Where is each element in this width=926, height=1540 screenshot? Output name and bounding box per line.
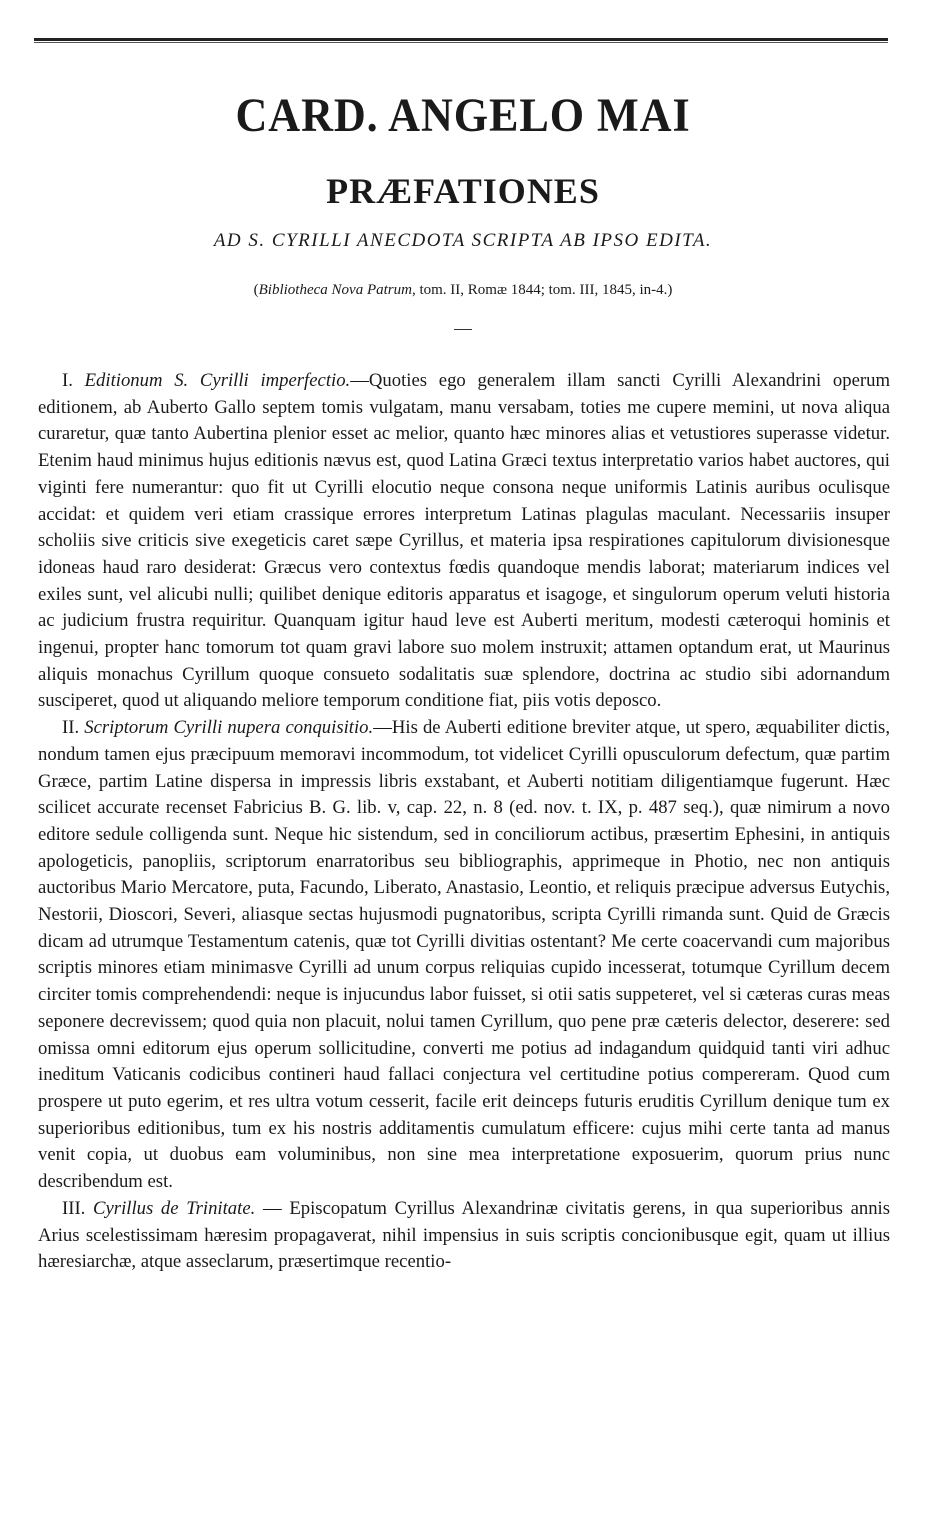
section-text: — Episcopatum Cyrillus Alexandrinæ civitatis gerens, in qua superioribus annis Arius scelestissimam hæresim propagaverat, nihil impensius in suis scriptis concionibusque egit, quam ut illius hæresiarchæ, atque asseclarum, præsertimque recentio- (38, 1197, 891, 1273)
section-heading: Scriptorum Cyrilli nupera conquisitio. (84, 717, 374, 739)
section-heading: Cyrillus de Trinitate. (93, 1197, 256, 1219)
section-text: —Quoties ego generalem illam sancti Cyrilli Alexandrini operum editionem, ab Auberto Gallo septem tomis vulgatam, manu versabam, toties me cupere memini, ut nova aliqua curaretur, quæ tanto Aubertina plenior esset ac melior, quanto hæc minores alias et vetustiores superasse videtur. Etenim haud minimus hujus editionis nævus est, quod Latina Græci textus interpretatio varios habet auctores, qui viginti fere numerantur: quo fit ut Cyrilli elocutio neque consona neque uniformis Latinis auribus oculisque accidat: et quidem veri etiam crassique errores interpretum Latinas plagulas maculant. Necessariis insuper scholiis sive criticis sive exegeticis caret sæpe Cyrillus, et materia ipsa respirationes capitulorum divisionesque idoneas haud raro desiderat: Græcus vero contextus fœdis quandoque mendis laborat; materiarum indices vel exiles sunt, vel alicubi nulli; quilibet denique editoris apparatus et isagoge, et singulorum operum veluti historia ac judicium frustra requiritur. Quanquam igitur haud leve est Auberti meritum, modesti cæteroqui hominis et ingenui, propter hanc tomorum tot quam gravi labore suo molem instruxit; attamen optandum erat, ut Maurinus aliquis monachus Cyrillum quoque consueto sodalitatis suæ splendore, doctrina ac studio sibi adornandum susciperet, quod ut aliquando meliore temporum conditione fiat, piis votis deposco. (38, 370, 890, 712)
section-number: II. (62, 717, 80, 739)
citation (0, 282, 926, 299)
section-paragraph (38, 715, 890, 1196)
page-title: CARD. ANGELO MAI (235, 89, 691, 142)
section-text: —His de Auberti editione breviter atque, ut spero, æquabiliter dictis, nondum tamen ejus præcipuum memoravi incommodum, tot videlicet Cyrilli opusculorum defectum, quæ partim Græce, partim Latine dispersa in impressis libris exstabant, et Auberti notitiam diligentiamque fugerunt. Hæc scilicet accurate recenset Fabricius B. G. lib. v, cap. 22, n. 8 (ed. nov. t. IX, p. 487 seq.), quæ nimirum a novo editore sedule colligenda sunt. Neque hic sistendum, sed in conciliorum actibus, præsertim Ephesini, in antiquis apologeticis, panopliis, scriptorum enarratoribus seu bibliographis, apprimeque in Photio, nec non antiquis auctoribus Mario Mercatore, puta, Facundo, Liberato, Anastasio, Leontio, et reliquis præcipue adversus Eutychis, Nestorii, Dioscori, Severi, aliasque sectas hujusmodi pugnatoribus, scripta Cyrilli rimanda sunt. Quid de Græcis dicam ad utrumque Testamentum catenis, quæ tot Cyrilli divitias ostentant? Me certe coacervandi cum majoribus scriptis minores etiam minimasve Cyrilli ad unum corpus reliquias cupido incesserat, totumque Cyrillum decem circiter tomis comprehendendi: neque is injucundus labor fuisset, si otii satis suppeteret, vel si cæteras curas meas seponere decrevissem; quod quia non placuit, nolui tamen Cyrillum, quo pene præ cæteris delector, deserere: sed omissa omni editorum ejus operum sollicitudine, converti me potius ad indagandum quidquid tanti viri adhuc ineditum Vaticanis codicibus contineri haud fallaci conjectura vel certitudine potius compereram. Quod cum prospere ut puto egerim, et res ultra votum cesserit, facile erit deinceps futuris eruditis Cyrillum denique tum ex superioribus editionibus, tum ex his nostris additamentis cumulatum efficere: cujus mihi certe tanta ad manus venit copia, ut duobus eam voluminibus, non sine mea interpretatione exposuerim, quorum prius nunc describendum est. (38, 717, 891, 1193)
page-subtitle: PRÆFATIONES (326, 171, 600, 211)
section-number: I. (62, 370, 73, 391)
top-rule (34, 38, 888, 43)
separator-dash (454, 329, 472, 330)
body-text (38, 368, 890, 1276)
section-paragraph (38, 368, 890, 715)
section-number: III. (62, 1197, 86, 1219)
section-paragraph (38, 1196, 890, 1276)
citation-work: Bibliotheca Nova Patrum (258, 282, 412, 298)
page-subsubtitle: AD S. CYRILLI ANECDOTA SCRIPTA AB IPSO EDITA. (213, 230, 713, 251)
section-heading: Editionum S. Cyrilli imperfectio. (84, 370, 351, 391)
citation-rest: , tom. II, Romæ 1844; tom. III, 1845, in-4.) (411, 282, 673, 298)
citation-open: ( (253, 282, 259, 298)
